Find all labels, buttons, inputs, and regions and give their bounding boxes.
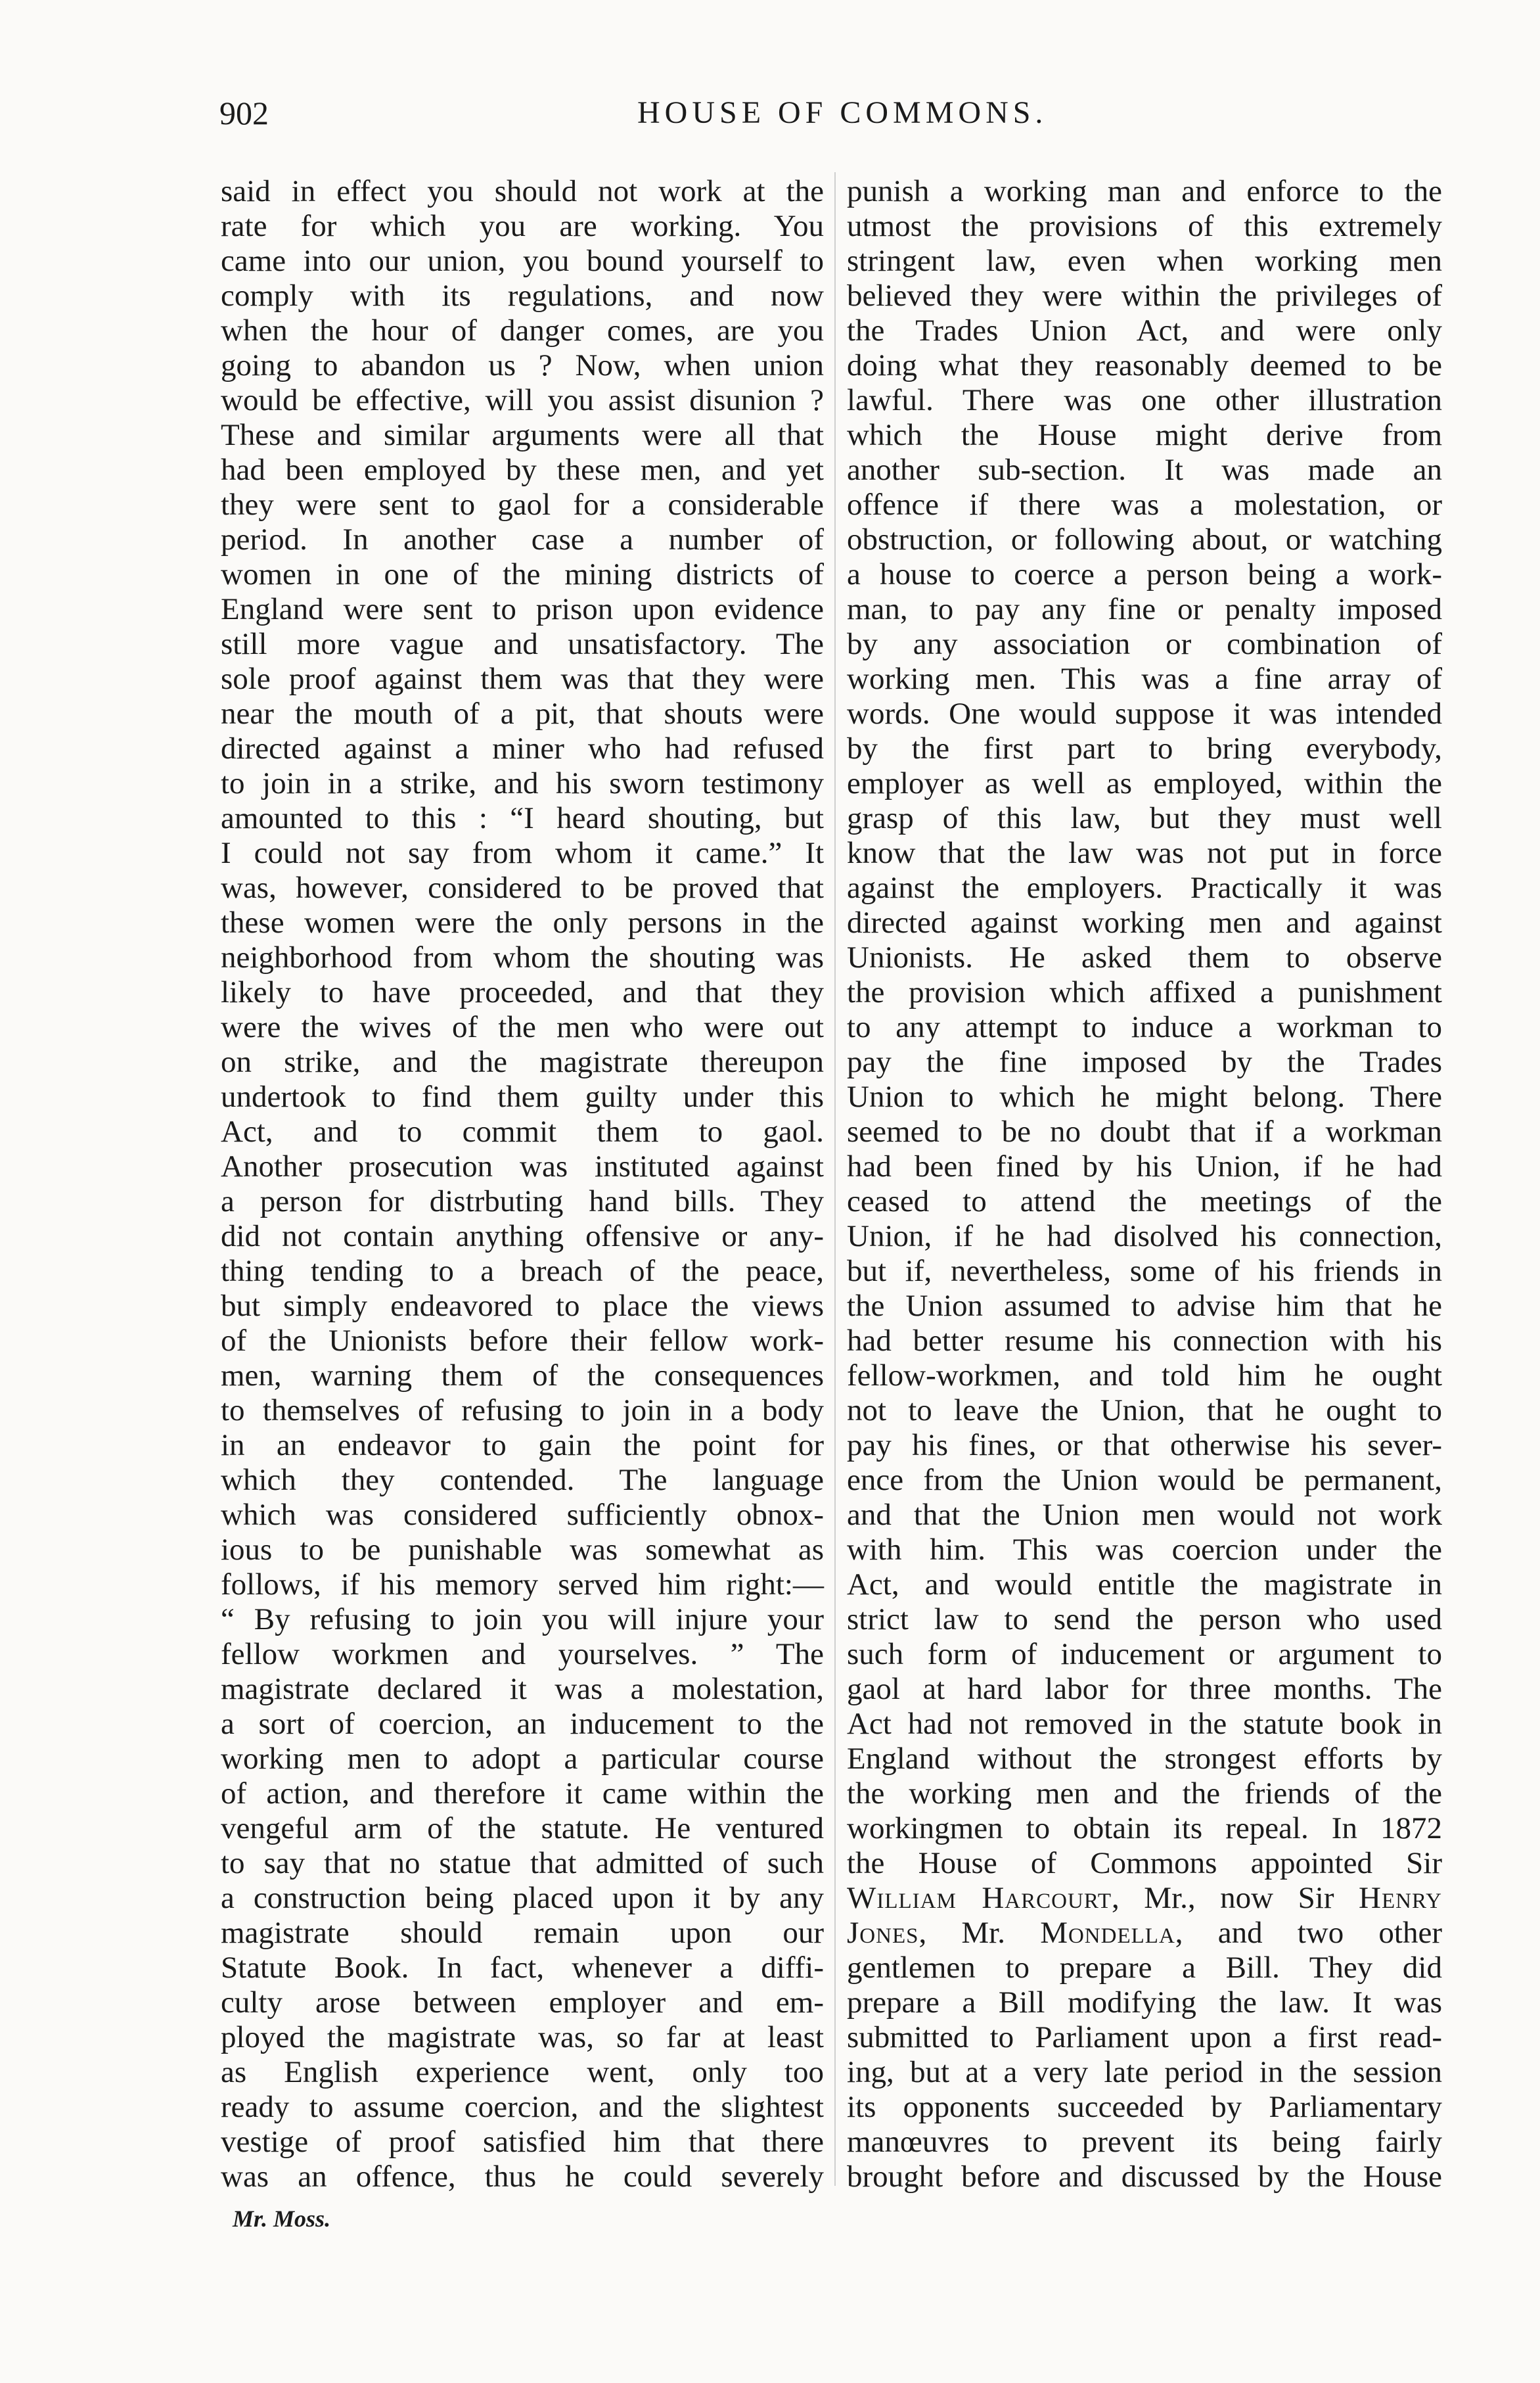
- text-line: with him. This was coercion under the: [847, 1533, 1442, 1567]
- text-line: its opponents succeeded by Parliamentary: [847, 2090, 1442, 2124]
- text-line: Act had not removed in the statute book in: [847, 1707, 1442, 1741]
- text-line: magistrate should remain upon our: [221, 1916, 824, 1950]
- text-line: against the employers. Practically it was: [847, 871, 1442, 905]
- text-line: believed they were within the privileges of: [847, 279, 1442, 313]
- text-line: rate for which you are working. You: [221, 209, 824, 243]
- text-line: had better resume his connection with his: [847, 1324, 1442, 1358]
- text-line: men, warning them of the consequences: [221, 1358, 824, 1393]
- text-line: ence from the Union would be permanent,: [847, 1463, 1442, 1497]
- text-line: strict law to send the person who used: [847, 1602, 1442, 1636]
- text-line: words. One would suppose it was intended: [847, 697, 1442, 731]
- text-line: employer as well as employed, within the: [847, 766, 1442, 800]
- text-line: magistrate declared it was a molestation,: [221, 1672, 824, 1706]
- left-column: [221, 174, 824, 2194]
- text-line: [847, 1916, 1442, 1951]
- text-line: a construction being placed upon it by any: [221, 1881, 824, 1915]
- text-line: did not contain anything offensive or any-: [221, 1219, 824, 1253]
- text-line: workingmen to obtain its repeal. In 1872: [847, 1811, 1442, 1845]
- text-line: working men. This was a fine array of: [847, 662, 1442, 696]
- text-line: a house to coerce a person being a work-: [847, 557, 1442, 591]
- text-line: Another prosecution was instituted against: [221, 1149, 824, 1184]
- text-line: Union to which he might belong. There: [847, 1080, 1442, 1114]
- text-line: women in one of the mining districts of: [221, 557, 824, 591]
- right-column: [847, 174, 1442, 2194]
- text-line: on strike, and the magistrate thereupon: [221, 1045, 824, 1079]
- text-line: ceased to attend the meetings of the: [847, 1184, 1442, 1218]
- text-line: fellow workmen and yourselves. ” The: [221, 1637, 824, 1671]
- text-line: England without the strongest efforts by: [847, 1742, 1442, 1776]
- text-line: as English experience went, only too: [221, 2055, 824, 2089]
- text-line: offence if there was a molestation, or: [847, 488, 1442, 522]
- text-line: pay his fines, or that otherwise his sever-: [847, 1428, 1442, 1462]
- text-line: utmost the provisions of this extremely: [847, 209, 1442, 243]
- text-line: the Trades Union Act, and were only: [847, 313, 1442, 348]
- text-line: directed against a miner who had refused: [221, 731, 824, 766]
- text-line: in an endeavor to gain the point for: [221, 1428, 824, 1462]
- text-line: neighborhood from whom the shouting was: [221, 940, 824, 975]
- text-line: another sub-section. It was made an: [847, 453, 1442, 487]
- text-line: Unionists. He asked them to observe: [847, 940, 1442, 975]
- text-line: thing tending to a breach of the peace,: [221, 1254, 824, 1288]
- text-line: I could not say from whom it came.” It: [221, 836, 824, 870]
- small-caps-name: William Harcourt: [847, 1881, 1112, 1915]
- small-caps-name: Mondella: [1040, 1916, 1175, 1950]
- text-line: directed against working men and against: [847, 906, 1442, 940]
- text-line: not to leave the Union, that he ought to: [847, 1393, 1442, 1427]
- text-line: undertook to find them guilty under this: [221, 1080, 824, 1114]
- text-line: England were sent to prison upon evidence: [221, 592, 824, 626]
- text-line: gaol at hard labor for three months. The: [847, 1672, 1442, 1706]
- text-line: obstruction, or following about, or watching: [847, 522, 1442, 557]
- column-divider: [834, 172, 836, 2186]
- text-line: to any attempt to induce a workman to: [847, 1010, 1442, 1044]
- text-line: the Union assumed to advise him that he: [847, 1289, 1442, 1323]
- text-line: near the mouth of a pit, that shouts were: [221, 697, 824, 731]
- text-line: submitted to Parliament upon a first read-: [847, 2020, 1442, 2054]
- text-line: when the hour of danger comes, are you: [221, 313, 824, 348]
- text-line: Act, and would entitle the magistrate in: [847, 1567, 1442, 1602]
- text-line: which they contended. The language: [221, 1463, 824, 1497]
- text-line: doing what they reasonably deemed to be: [847, 348, 1442, 382]
- text-line: they were sent to gaol for a considerable: [221, 488, 824, 522]
- text-line: would be effective, will you assist disunion ?: [221, 383, 824, 417]
- text-line: by any association or combination of: [847, 627, 1442, 661]
- text-line: had been employed by these men, and yet: [221, 453, 824, 487]
- text-line: but if, nevertheless, some of his friends in: [847, 1254, 1442, 1288]
- text-segment: , and two other: [1175, 1916, 1442, 1950]
- text-line: lawful. There was one other illustration: [847, 383, 1442, 417]
- text-line: manœuvres to prevent its being fairly: [847, 2125, 1442, 2159]
- text-line: comply with its regulations, and now: [221, 279, 824, 313]
- small-caps-name: Jones: [847, 1916, 919, 1950]
- text-segment: , Mr., now Sir: [1112, 1881, 1359, 1915]
- text-line: sole proof against them was that they were: [221, 662, 824, 696]
- text-line: vestige of proof satisfied him that there: [221, 2125, 824, 2159]
- text-line: had been fined by his Union, if he had: [847, 1149, 1442, 1184]
- text-line: know that the law was not put in force: [847, 836, 1442, 870]
- text-line: vengeful arm of the statute. He ventured: [221, 1811, 824, 1845]
- text-line: by the first part to bring everybody,: [847, 731, 1442, 766]
- text-line: came into our union, you bound yourself to: [221, 244, 824, 278]
- text-line: grasp of this law, but they must well: [847, 801, 1442, 835]
- text-line: and that the Union men would not work: [847, 1498, 1442, 1532]
- text-line: gentlemen to prepare a Bill. They did: [847, 1951, 1442, 1985]
- text-line: said in effect you should not work at the: [221, 174, 824, 208]
- text-line: [847, 1881, 1442, 1916]
- text-line: pay the fine imposed by the Trades: [847, 1045, 1442, 1079]
- text-line: seemed to be no doubt that if a workman: [847, 1115, 1442, 1149]
- text-line: Statute Book. In fact, whenever a diffi-: [221, 1951, 824, 1985]
- text-line: such form of inducement or argument to: [847, 1637, 1442, 1671]
- text-line: of action, and therefore it came within the: [221, 1776, 824, 1811]
- text-line: the working men and the friends of the: [847, 1776, 1442, 1811]
- text-line: to say that no statue that admitted of such: [221, 1846, 824, 1880]
- text-line: which was considered sufficiently obnox-: [221, 1498, 824, 1532]
- text-line: going to abandon us ? Now, when union: [221, 348, 824, 382]
- text-line: man, to pay any fine or penalty imposed: [847, 592, 1442, 626]
- text-line: fellow-workmen, and told him he ought: [847, 1358, 1442, 1393]
- text-line: period. In another case a number of: [221, 522, 824, 557]
- text-line: the House of Commons appointed Sir: [847, 1846, 1442, 1880]
- text-line: culty arose between employer and em-: [221, 1985, 824, 2020]
- text-line: brought before and discussed by the House: [847, 2160, 1442, 2194]
- text-line: stringent law, even when working men: [847, 244, 1442, 278]
- text-line: was, however, considered to be proved that: [221, 871, 824, 905]
- text-segment: , Mr.: [918, 1916, 1041, 1950]
- speaker-catchword: Mr. Moss.: [233, 2206, 331, 2232]
- text-line: was an offence, thus he could severely: [221, 2160, 824, 2194]
- text-line: amounted to this : “I heard shouting, but: [221, 801, 824, 835]
- text-line: ious to be punishable was somewhat as: [221, 1533, 824, 1567]
- text-line: ployed the magistrate was, so far at least: [221, 2020, 824, 2054]
- text-line: still more vague and unsatisfactory. The: [221, 627, 824, 661]
- text-line: a sort of coercion, an inducement to the: [221, 1707, 824, 1741]
- text-line: “ By refusing to join you will injure your: [221, 1602, 824, 1636]
- text-line: the provision which affixed a punishment: [847, 975, 1442, 1009]
- text-line: to themselves of refusing to join in a body: [221, 1393, 824, 1427]
- text-line: likely to have proceeded, and that they: [221, 975, 824, 1009]
- text-line: follows, if his memory served him right:—: [221, 1567, 824, 1602]
- text-line: a person for distrbuting hand bills. They: [221, 1184, 824, 1218]
- text-line: were the wives of the men who were out: [221, 1010, 824, 1044]
- text-line: of the Unionists before their fellow work-: [221, 1324, 824, 1358]
- text-line: ing, but at a very late period in the session: [847, 2055, 1442, 2089]
- text-line: punish a working man and enforce to the: [847, 174, 1442, 208]
- text-line: but simply endeavored to place the views: [221, 1289, 824, 1323]
- page-number: 902: [219, 95, 269, 131]
- text-line: These and similar arguments were all that: [221, 418, 824, 452]
- text-line: Union, if he had disolved his connection,: [847, 1219, 1442, 1253]
- text-line: these women were the only persons in the: [221, 906, 824, 940]
- text-line: ready to assume coercion, and the slightest: [221, 2090, 824, 2124]
- small-caps-name: Henry: [1359, 1881, 1442, 1915]
- text-line: to join in a strike, and his sworn testimony: [221, 766, 824, 800]
- text-line: working men to adopt a particular course: [221, 1742, 824, 1776]
- running-head: HOUSE OF COMMONS.: [637, 95, 1048, 130]
- text-line: which the House might derive from: [847, 418, 1442, 452]
- text-line: prepare a Bill modifying the law. It was: [847, 1985, 1442, 2020]
- text-line: Act, and to commit them to gaol.: [221, 1115, 824, 1149]
